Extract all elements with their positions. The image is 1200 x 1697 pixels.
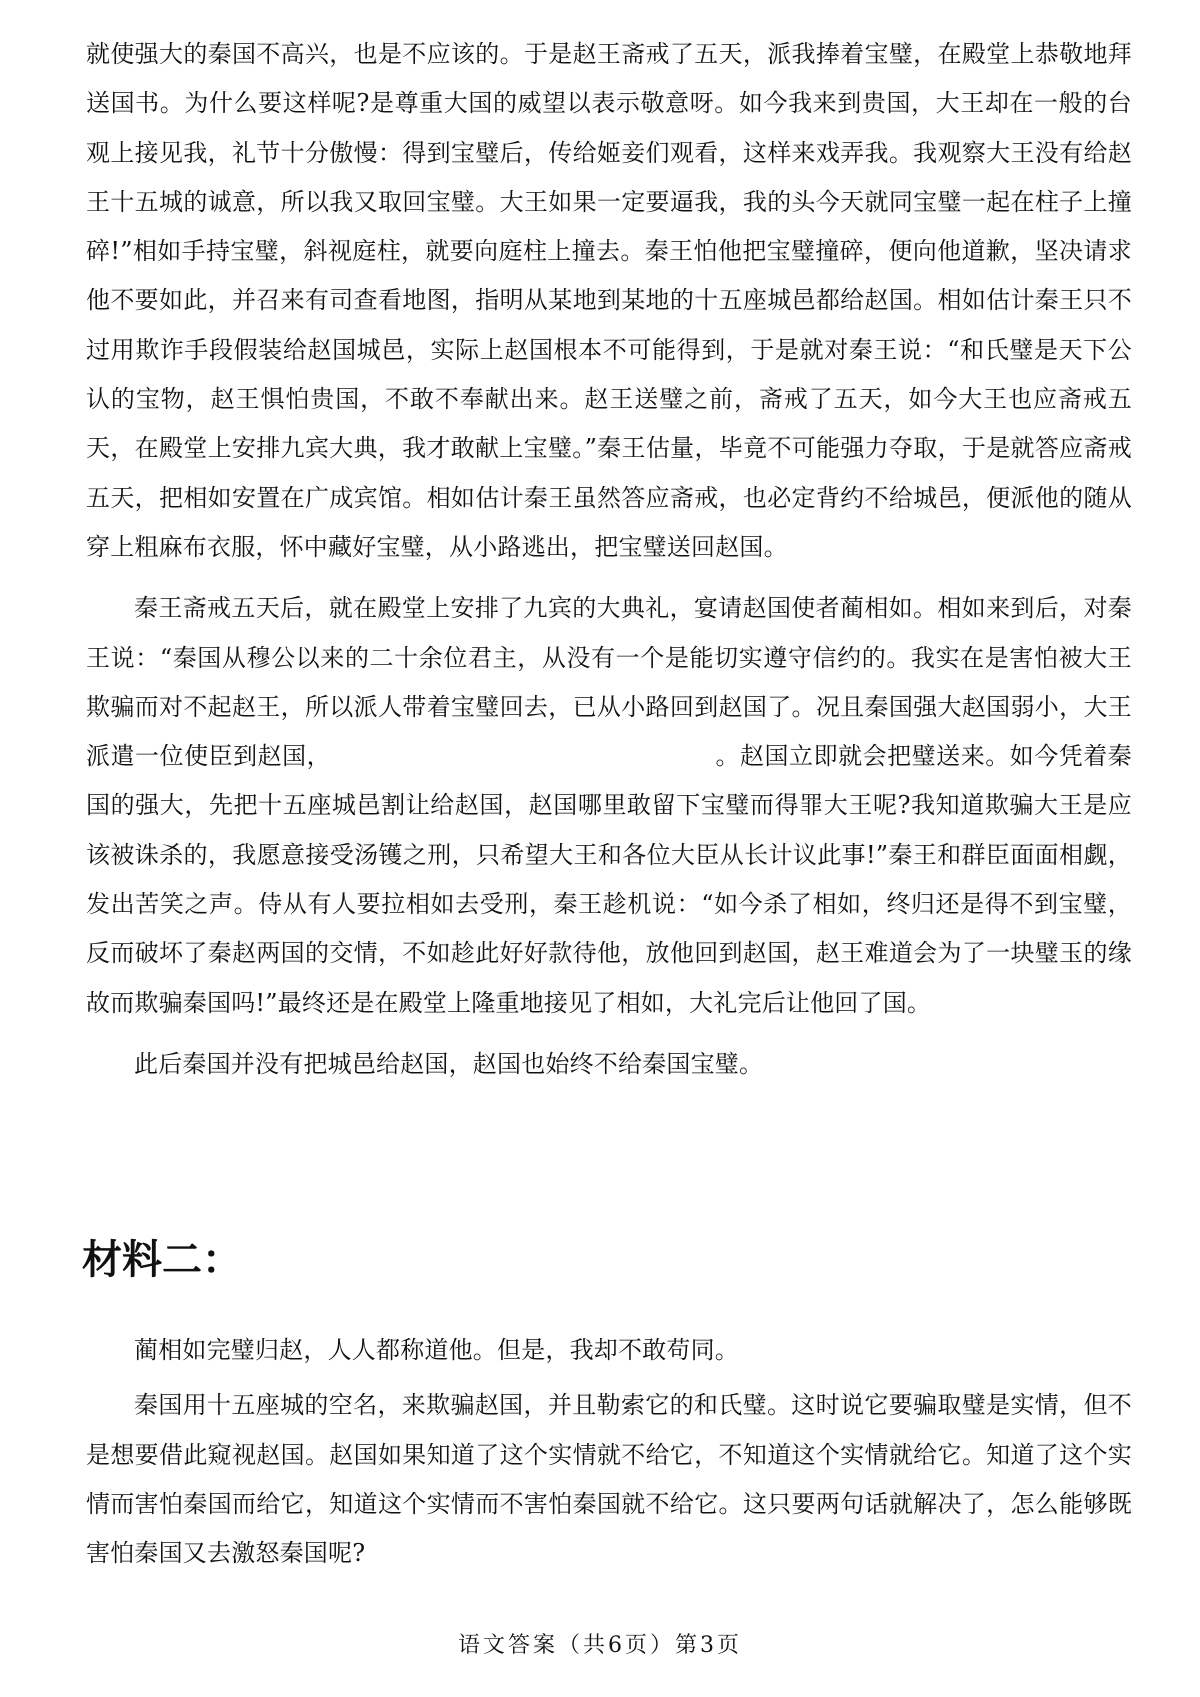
paragraph-2-text-before-blank: 秦王斋戒五天后，就在殿堂上安排了九宾的大典礼，宴请赵国使者蔺相如。相如来到后，对秦王说：“秦国从穆公以来的二十余位君主，从没有一个是能切实遵守信约的。我实在是害怕被大王欺骗而对不起赵王，所以派人带着宝璧回去，已从小路回到赵国了。况且秦国强大赵国弱小，大王派遣一位使臣到赵国，: [86, 594, 1132, 771]
material-two: [86, 1326, 1132, 1578]
material-two-paragraph-2: 秦国用十五座城的空名，来欺骗赵国，并且勒索它的和氏璧。这时说它要骗取璧是实情，但不是想要借此窥视赵国。赵国如果知道了这个实情就不给它，不知道这个实情就给它。知道了这个实情而害怕秦国而给它，知道这个实情而不害怕秦国就不给它。这只要两句话就解决了，怎么能够既害怕秦国又去激怒秦国呢?: [86, 1391, 1132, 1568]
page-footer: 语文答案（共6页）第3页: [458, 1633, 742, 1658]
material-two-heading: 材料二：: [82, 1237, 242, 1283]
material-one-paragraph-3: 此后秦国并没有把城邑给赵国，赵国也始终不给秦国宝璧。: [134, 1049, 764, 1078]
material-one-continued: [86, 30, 1132, 1089]
material-two-paragraph-1: 蔺相如完璧归赵，人人都称道他。但是，我却不敢苟同。: [134, 1336, 739, 1364]
paragraph-2-text-after-blank: 。赵国立即就会把璧送来。如今凭着秦国的强大，先把十五座城邑割让给赵国，赵国哪里敢留下宝璧而得罪大王呢?我知道欺骗大王是应该被诛杀的，我愿意接受汤镬之刑，只希望大王和各位大臣从长计议此事!”秦王和群臣面面相觑，发出苦笑之声。侍从有人要拉相如去受刑，秦王趁机说：“如今杀了相如，终归还是得不到宝璧，反而破坏了秦赵两国的交情，不如趁此好好款待他，放他回到赵国，赵王难道会为了一块璧玉的缘故而欺骗秦国吗!”最终还是在殿堂上隆重地接见了相如，大礼完后让他回了国。: [86, 742, 1132, 1017]
material-one-paragraph-1: 就使强大的秦国不高兴，也是不应该的。于是赵王斋戒了五天，派我捧着宝璧，在殿堂上恭敬地拜送国书。为什么要这样呢?是尊重大国的威望以表示敬意呀。如今我来到贵国，大王却在一般的台观上接见我，礼节十分傲慢：得到宝璧后，传给姬妾们观看，这样来戏弄我。我观察大王没有给赵王十五城的诚意，所以我又取回宝璧。大王如果一定要逼我，我的头今天就同宝璧一起在柱子上撞碎!”相如手持宝璧，斜视庭柱，就要向庭柱上撞去。秦王怕他把宝璧撞碎，便向他道歉，坚决请求他不要如此，并召来有司查看地图，指明从某地到某地的十五座城邑都给赵国。相如估计秦王只不过用欺诈手段假装给赵国城邑，实际上赵国根本不可能得到，于是就对秦王说：“和氏璧是天下公认的宝物，赵王惧怕贵国，不敢不奉献出来。赵王送璧之前，斋戒了五天，如今大王也应斋戒五天，在殿堂上安排九宾大典，我才敢献上宝璧。”秦王估量，毕竟不可能强力夺取，于是就答应斋戒五天，把相如安置在广成宾馆。相如估计秦王虽然答应斋戒，也必定背约不给城邑，便派他的随从穿上粗麻布衣服，怀中藏好宝璧，从小路逃出，把宝璧送回赵国。: [86, 40, 1132, 561]
material-one-paragraph-2: [86, 584, 1132, 1028]
